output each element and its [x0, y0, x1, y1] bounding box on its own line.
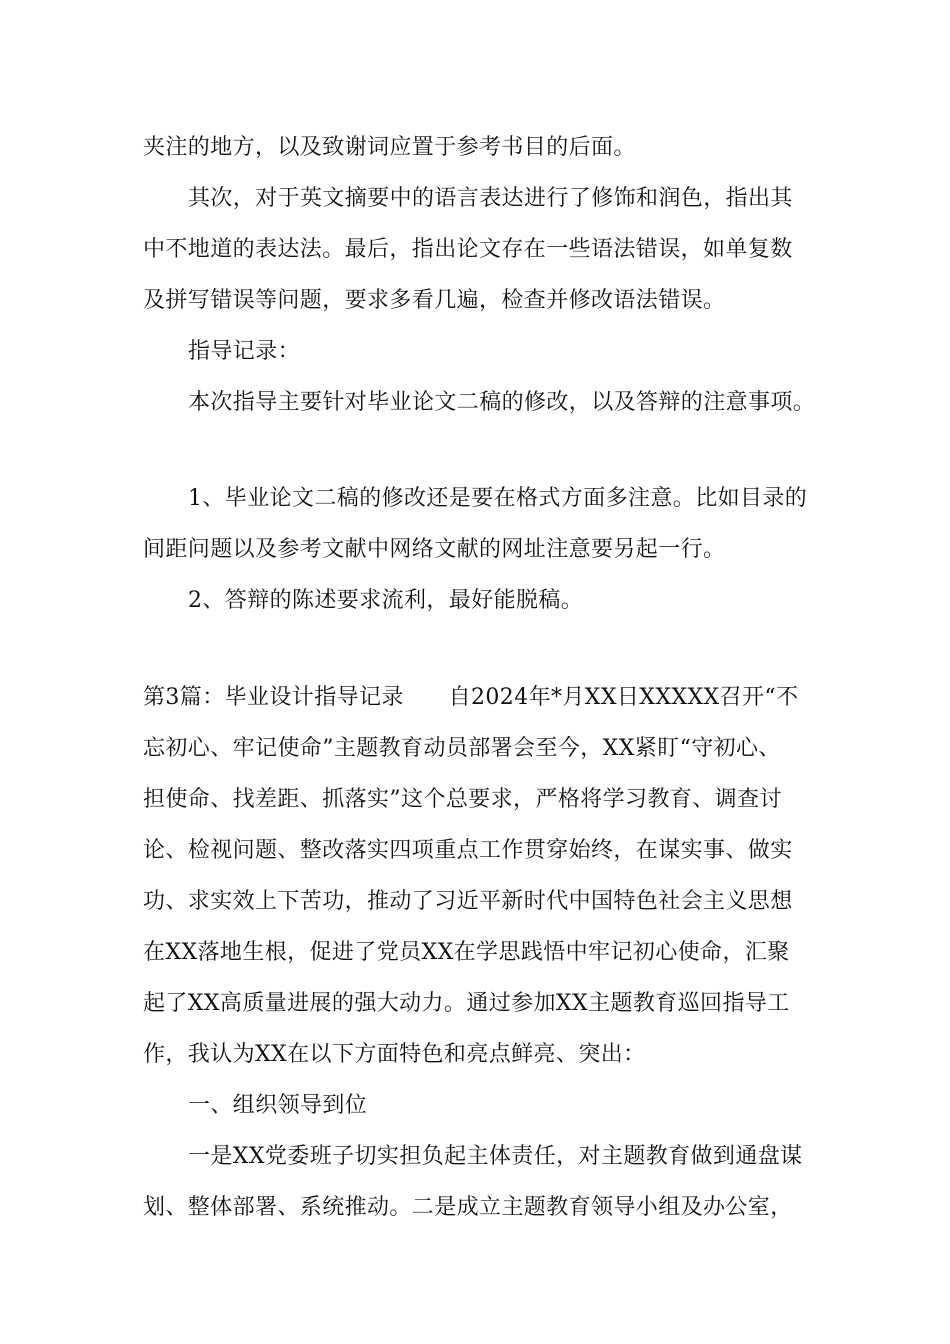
paragraph-line: 担使命、找差距、抓落实”这个总要求，严格将学习教育、调查讨: [143, 787, 782, 812]
paragraph-line: 本次指导主要针对毕业论文二稿的修改，以及答辩的注意事项。: [188, 390, 816, 415]
paragraph-line: 夹注的地方，以及致谢词应置于参考书目的后面。: [143, 135, 636, 160]
paragraph-line: 论、检视问题、整改落实四项重点工作贯穿始终，在谋实事、做实: [143, 838, 793, 863]
paragraph-line: 划、整体部署、系统推动。二是成立主题教育领导小组及办公室，: [143, 1195, 793, 1220]
list-item: 2、答辩的陈述要求流利，最好能脱稿。: [188, 588, 584, 613]
section-heading: 一、组织领导到位: [188, 1093, 368, 1118]
chapter-heading-line: 第3篇：毕业设计指导记录 自2024年*月XX日XXXXX召开“不: [143, 685, 799, 710]
paragraph-line: 其次，对于英文摘要中的语言表达进行了修饰和润色，指出其: [188, 186, 793, 211]
paragraph-line: 在XX落地生根，促进了党员XX在学思践悟中牢记初心使命，汇聚: [143, 940, 790, 965]
paragraph-line: 作，我认为XX在以下方面特色和亮点鲜亮、突出：: [143, 1042, 646, 1067]
paragraph-line: 一是XX党委班子切实担负起主体责任，对主题教育做到通盘谋: [188, 1144, 803, 1169]
paragraph-line: 及拼写错误等问题，要求多看几遍，检查并修改语法错误。: [143, 288, 726, 313]
paragraph-line: 忘初心、牢记使命”主题教育动员部署会至今，XX紧盯“守初心、: [143, 736, 781, 761]
section-label: 指导记录：: [188, 339, 301, 364]
list-item: 1、毕业论文二稿的修改还是要在格式方面多注意。比如目录的: [188, 486, 808, 511]
paragraph-line: 中不地道的表达法。最后，指出论文存在一些语法错误，如单复数: [143, 237, 793, 262]
paragraph-line: 间距问题以及参考文献中网络文献的网址注意要另起一行。: [143, 537, 726, 562]
paragraph-line: 功、求实效上下苦功，推动了习近平新时代中国特色社会主义思想: [143, 889, 793, 914]
paragraph-line: 起了XX高质量进展的强大动力。通过参加XX主题教育巡回指导工: [143, 991, 790, 1016]
